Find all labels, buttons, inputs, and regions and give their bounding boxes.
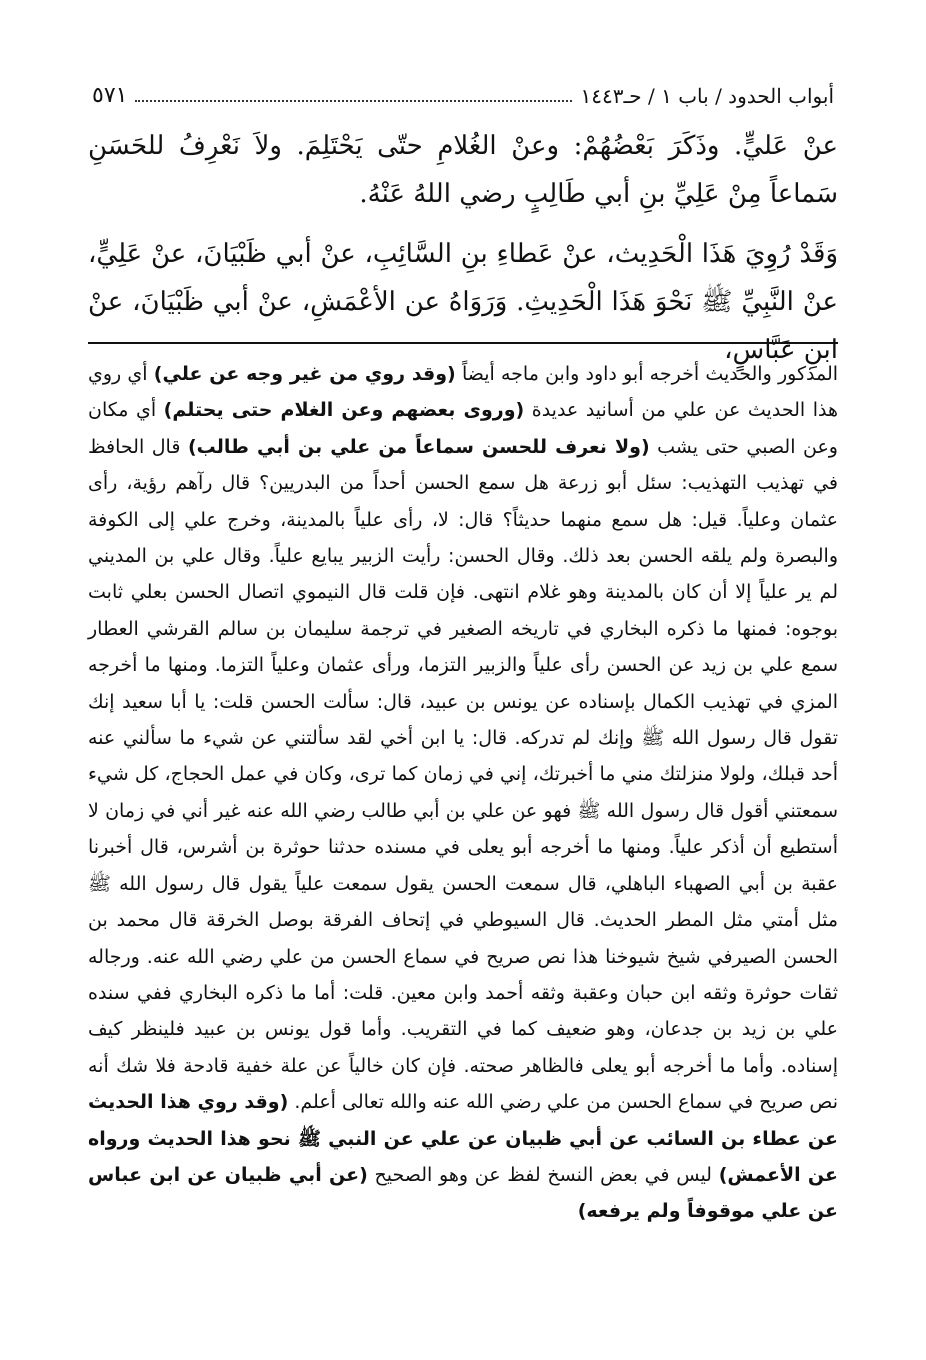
footnote-paragraph [88,356,838,1230]
commentary-footnote [88,356,838,1230]
footnote-text: أي روي هذا الحديث عن علي من أسانيد عديدة [88,363,838,422]
main-paragraph-2: وَقَدْ رُوِيَ هَذَا الْحَدِيث، عنْ عَطاءِ بنِ السَّائِبِ، عنْ أبي ظَبْيَانَ، عنْ عَلِيٍّ، عنْ النَّبِيِّ ﷺ نَحْوَ هَذَا الْحَدِيثِ. وَرَوَاهُ عن الأعْمَشِ، عنْ أبي ظَبْيَانَ، عنْ ابنِ عَبَّاسٍ، [88,239,838,365]
main-paragraph-1: عنْ عَليٍّ. وذَكَرَ بَعْضُهُمْ: وعنْ الغُلامِ حتّى يَحْتَلِمَ. ولاَ نَعْرِفُ للحَسَنِ سَماعاً مِنْ عَلِيِّ بنِ أبي طَالِبٍ رضي اللهُ عَنْهُ. [88,131,838,209]
footnote-quoted-matn: (عن أبي ظبيان عن ابن عباس عن علي موقوفاً ولم يرفعه) [88,1163,838,1223]
page-number: ٥٧١ [92,83,128,108]
footnote-text: أي مكان وعن الصبي حتى يشب [88,399,838,458]
hadith-text [88,122,838,374]
footnote-text: قال الحافظ في تهذيب التهذيب: سئل أبو زرعة هل سمع الحسن أحداً من البدريين؟ قال رآهم رؤية، رأى عثمان وعلياً. قيل: هل سمع منهما حديثاً؟ قال: لا، رأى علياً بالمدينة، وخرج علي إلى الكوفة والبصرة ولم يلقه الحسن بعد ذلك. وقال الحسن: رأيت الزبير يبايع علياً. وقال علي بن المديني لم ير علياً إلا أن كان بالمدينة وهو غلام انتهى. فإن قلت قال النيموي اتصال الحسن بعلي ثابت بوجوه: فمنها ما ذكره البخاري في تاريخه الصغير في ترجمة سليمان بن سالم القرشي العطار سمع علي بن زيد عن الحسن رأى علياً والزبير التزما، ورأى عثمان وعلياً التزما. ومنها ما أخرجه المزي في تهذيب الكمال بإسناده عن يونس بن عبيد، قال: سألت الحسن قلت: يا أبا سعيد إنك تقول قال رسول الله ﷺ وإنك لم تدركه. قال: يا ابن أخي لقد سألتني عن شيء ما سألني عنه أحد قبلك، ولولا منزلتك مني ما أخبرتك، إني في زمان كما ترى، وكان في عمل الحجاج، كل شيء سمعتني أقول قال رسول الله ﷺ فهو عن علي بن أبي طالب رضي الله عنه غير أني في زمان لا أستطيع أن أذكر علياً. ومنها ما أخرجه أبو يعلى في مسنده حدثنا حوثرة بن أشرس، قال أخبرنا عقبة بن أبي الصهباء الباهلي، قال سمعت الحسن يقول سمعت علياً يقول قال رسول الله ﷺ مثل أمتي مثل المطر الحديث. قال السيوطي في إتحاف الفرقة بوصل الخرقة قال محمد بن الحسن الصيرفي شيخ شيوخنا هذا نص صريح في سماع الحسن من علي رضي الله عنه. ورجاله ثقات حوثرة وثقه ابن حبان وعقبة وثقه أحمد وابن معين. قلت: أما ما ذكره البخاري ففي سنده علي بن زيد بن جدعان، وهو ضعيف كما في التقريب. وأما قول يونس بن عبيد فلينظر كيف إسناده. وأما ما أخرجه أبو يعلى فالظاهر صحته. فإن كان خالياً عن علة خفية قادحة فلا شك أنه نص صريح في سماع الحسن من علي رضي الله عنه والله تعالى أعلم. [88,435,838,1114]
footnote-quoted-matn: (ولا نعرف للحسن سماعاً من علي بن أبي طالب) [187,435,650,458]
header-dot-leader [135,99,572,102]
footnote-quoted-matn: (وروى بعضهم وعن الغلام حتى يحتلم) [163,399,525,422]
running-title: أبواب الحدود / باب ١ / حـ١٤٤٣ [580,84,834,108]
running-header [92,78,834,108]
footnote-quoted-matn: (وقد روي هذا الحديث عن عطاء بن السائب عن أبي ظبيان عن علي عن النبي ﷺ نحو هذا الحديث ورواه عن الأعمش) [88,1091,838,1186]
footnote-separator [88,342,838,344]
footnote-text: المذكور والحديث أخرجه أبو داود وابن ماجه أيضاً [455,363,839,385]
footnote-quoted-matn: (وقد روي من غير وجه عن علي) [153,363,456,385]
footnote-text: ليس في بعض النسخ لفظ عن وهو الصحيح [367,1163,719,1186]
